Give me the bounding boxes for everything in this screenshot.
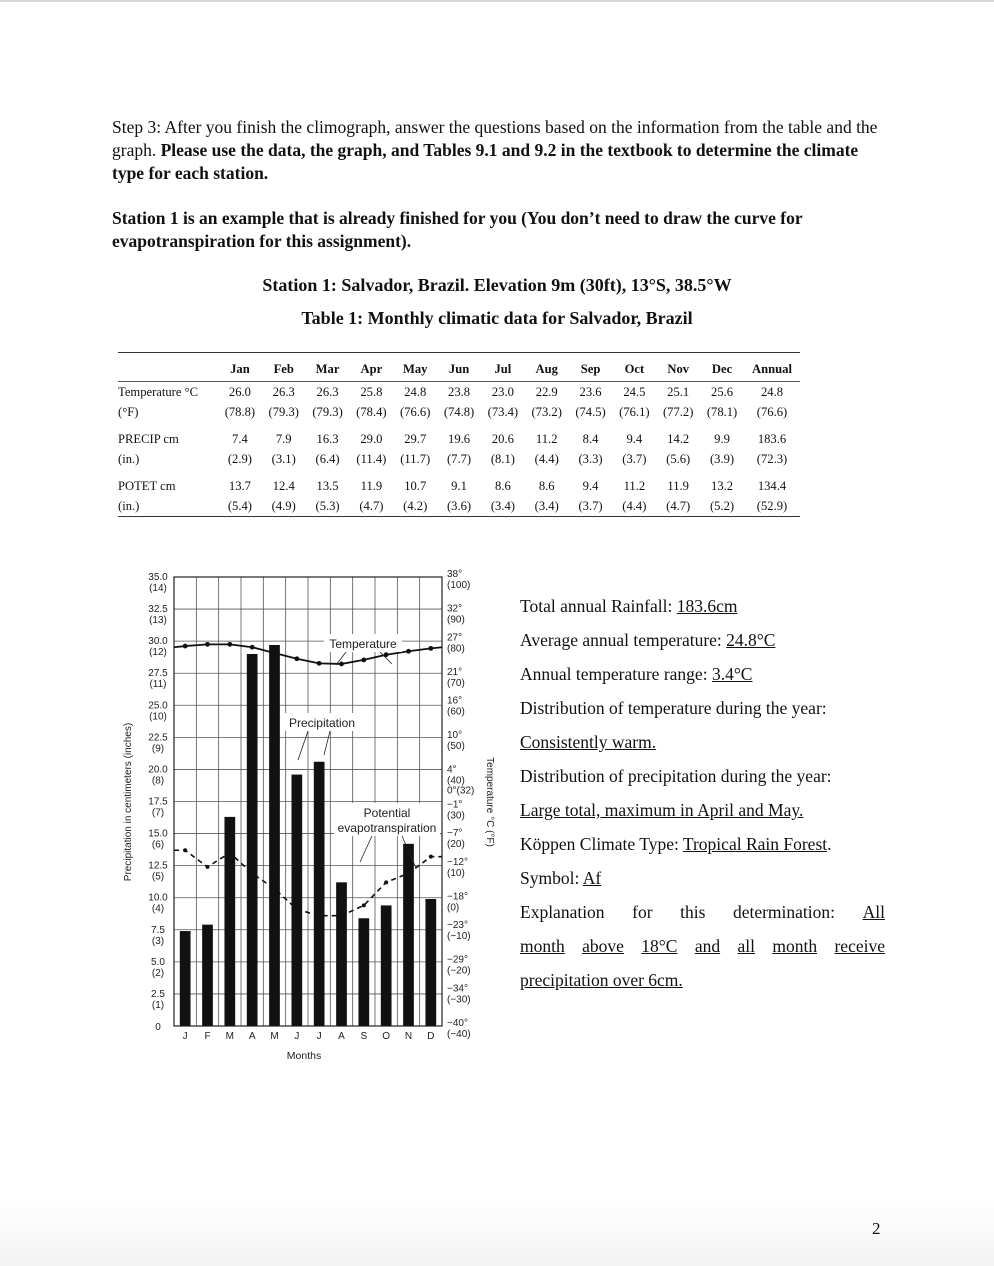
- table-cell: (3.6): [446, 498, 472, 513]
- precipitation-bar: [425, 899, 436, 1026]
- rainfall-value: 183.6cm: [676, 596, 738, 616]
- table-cell: (72.3): [756, 451, 788, 466]
- col-header: Apr: [349, 353, 393, 382]
- table-cell: 13.5: [316, 478, 339, 493]
- y2-tick-label-f: (−10): [447, 931, 471, 943]
- y2-tick-label-f: (80): [447, 643, 465, 655]
- y2-axis-title: Temperature °C (°F): [484, 757, 495, 847]
- table-cell: 25.1: [667, 384, 690, 399]
- col-header: Nov: [656, 353, 700, 382]
- y2-tick-label-f: (70): [447, 677, 465, 689]
- explanation-word: Explanation: [520, 902, 605, 922]
- y-tick-label-in: (11): [149, 679, 167, 691]
- temperature-point: [272, 651, 277, 656]
- table-cell: (6.4): [315, 451, 340, 466]
- table-cell: 12.4: [272, 478, 295, 493]
- precipitation-bar: [291, 775, 302, 1026]
- table-cell: (74.5): [575, 404, 606, 419]
- koppen-value: Tropical Rain Forest: [682, 834, 828, 854]
- table-cell: 24.5: [623, 384, 646, 399]
- precip-dist-value: Large total, maximum in April and May.: [520, 800, 804, 820]
- y-tick-label-cm: 17.5: [148, 796, 168, 808]
- precipitation-bar: [381, 905, 392, 1026]
- y-tick-label-cm: 10.0: [148, 892, 168, 904]
- y2-tick-label-c: 38°: [447, 569, 463, 580]
- symbol-answer: [520, 861, 885, 895]
- table-cell: 8.6: [495, 478, 511, 493]
- col-header: Annual: [744, 353, 800, 382]
- x-tick-label: M: [225, 1031, 235, 1042]
- y2-tick-label-f: (40): [447, 775, 465, 787]
- explanation-value-line-3: precipitation over 6cm.: [520, 970, 683, 990]
- explanation-word: determination:: [732, 902, 836, 922]
- temperature-point: [227, 642, 232, 647]
- explanation-value-word: and: [694, 936, 721, 956]
- range-label: Annual temperature range:: [520, 664, 708, 684]
- table-cell: 23.8: [448, 384, 471, 399]
- y-tick-label-cm: 15.0: [148, 828, 168, 840]
- step3-bold-text: Please use the data, the graph, and Tables 9.1 and 9.2 in the textbook to determine the climate type for each station.: [112, 140, 859, 183]
- table-cell: 11.2: [535, 431, 558, 446]
- table-cell: 13.7: [228, 478, 251, 493]
- evapotranspiration-point: [340, 914, 344, 918]
- precipitation-bar: [336, 882, 347, 1026]
- row-label: (in.): [118, 451, 140, 466]
- table-cell: (11.4): [356, 451, 387, 466]
- col-header: Jan: [218, 353, 262, 382]
- y2-tick-label-f: (50): [447, 741, 465, 753]
- y2-tick-label-f: (−20): [447, 965, 471, 977]
- precipitation-bar: [314, 762, 325, 1026]
- table-cell: (78.8): [224, 404, 256, 419]
- table-cell: (76.1): [619, 404, 650, 419]
- temperature-point: [428, 646, 433, 651]
- x-tick-label: O: [382, 1031, 391, 1042]
- table-cell: 14.2: [667, 431, 690, 446]
- evapotranspiration-point: [429, 855, 433, 859]
- table-cell: (5.6): [666, 451, 691, 466]
- y2-tick-label-c: 21°: [447, 666, 463, 678]
- col-header: Jul: [481, 353, 525, 382]
- precipitation-bar: [202, 925, 213, 1026]
- y-tick-label-in: (6): [151, 839, 165, 851]
- y2-tick-label-c: 27°: [447, 632, 463, 644]
- y-tick-label-cm: 35.0: [148, 572, 168, 583]
- table-cell: (73.2): [531, 404, 562, 419]
- temperature-annotation: Temperature: [329, 637, 397, 651]
- evapotranspiration-point: [407, 871, 411, 875]
- station-heading: Station 1: Salvador, Brazil. Elevation 9m (30ft), 13°S, 38.5°W: [262, 275, 732, 295]
- y2-tick-label-f: (10): [447, 867, 465, 879]
- row-label: (°F): [118, 404, 139, 419]
- table-cell: 25.6: [711, 384, 734, 399]
- table-cell: (76.6): [400, 404, 431, 419]
- table-cell: (5.4): [227, 498, 252, 513]
- y2-tick-label-c: −7°: [447, 828, 463, 840]
- page-number: 2: [872, 1219, 881, 1238]
- evapotranspiration-point: [228, 851, 232, 855]
- avg-temp-answer: [520, 623, 885, 657]
- explanation-value-word: 18°C: [641, 936, 678, 956]
- table-cell: (4.7): [359, 498, 384, 513]
- y-tick-label-in: (7): [151, 807, 165, 819]
- annotation-pointer: [360, 836, 372, 862]
- evapotranspiration-point: [362, 903, 366, 907]
- y-tick-label-cm: 2.5: [151, 988, 165, 1000]
- row-label: PRECIP cm: [118, 431, 179, 446]
- table-cell: (77.2): [662, 404, 694, 419]
- col-header: Dec: [700, 353, 744, 382]
- evapotranspiration-point: [250, 871, 254, 875]
- y-tick-label-cm: 12.5: [148, 860, 168, 872]
- precipitation-annotation: Precipitation: [288, 716, 356, 730]
- table-cell: (3.4): [534, 498, 559, 513]
- rainfall-label: Total annual Rainfall:: [520, 596, 673, 616]
- x-tick-label: F: [204, 1031, 211, 1042]
- table-cell: 7.9: [275, 431, 292, 446]
- row-label: (in.): [118, 498, 140, 513]
- y2-tick-label-c: 32°: [447, 603, 463, 615]
- y-tick-label-cm: 20.0: [148, 764, 168, 776]
- y-tick-label-in: (4): [151, 903, 165, 915]
- y2-tick-label-c: −29°: [447, 954, 468, 966]
- evapotranspiration-point: [317, 914, 321, 918]
- table-cell: 134.4: [757, 478, 787, 493]
- y2-tick-label-f: (90): [447, 614, 465, 626]
- table-cell: (4.2): [403, 498, 428, 513]
- table-cell: 10.7: [404, 478, 427, 493]
- table-cell: 20.6: [491, 431, 514, 446]
- table-cell: 26.3: [272, 384, 295, 399]
- explanation-line-1: [520, 895, 885, 929]
- avg-temp-label: Average annual temperature:: [520, 630, 722, 650]
- y-tick-label-cm: 30.0: [148, 636, 168, 648]
- pet-annotation: evapotranspiration: [337, 821, 437, 835]
- table-cell: (52.9): [756, 498, 788, 513]
- table-cell: (8.1): [490, 451, 515, 466]
- evapotranspiration-point: [384, 880, 388, 884]
- col-header: Jun: [437, 353, 481, 382]
- y-tick-label-in: (1): [151, 999, 165, 1011]
- y-axis-title: Precipitation in centimeters (inches): [123, 722, 134, 882]
- y2-tick-label-c: −23°: [447, 920, 468, 932]
- temperature-point: [406, 649, 411, 654]
- range-answer: [520, 657, 885, 691]
- col-header: May: [393, 353, 437, 382]
- table-cell: (2.9): [227, 451, 252, 466]
- koppen-answer: Köppen Climate Type: Tropical Rain Forest.: [520, 834, 832, 854]
- evapotranspiration-point: [295, 907, 299, 911]
- y-tick-label-in: (9): [151, 743, 165, 755]
- example-note: Station 1 is an example that is already finished for you (You don’t need to draw the curve for evapotranspiration for this assignment).: [112, 208, 803, 251]
- table-cell: 8.4: [582, 431, 599, 446]
- table-cell: 29.7: [404, 431, 427, 446]
- table-cell: 22.9: [535, 384, 558, 399]
- y-tick-label-in: (8): [151, 775, 165, 787]
- temp-dist-label: Distribution of temperature during the year:: [520, 698, 827, 718]
- table-cell: 26.0: [228, 384, 251, 399]
- table-cell: 23.0: [491, 384, 514, 399]
- y2-tick-label-c: −18°: [447, 891, 468, 903]
- explanation-word: for: [632, 902, 653, 922]
- table-cell: (79.3): [268, 404, 299, 419]
- col-header: Mar: [306, 353, 350, 382]
- table-cell: 7.4: [232, 431, 248, 446]
- y2-tick-label-f: (100): [447, 580, 471, 591]
- table-cell: (11.7): [400, 451, 431, 466]
- table-cell: 9.9: [714, 431, 730, 446]
- table-cell: (74.8): [443, 404, 475, 419]
- temperature-point: [339, 662, 344, 667]
- symbol-value: Af: [582, 868, 602, 888]
- table-cell: 26.3: [316, 384, 339, 399]
- y2-tick-label-f: (60): [447, 706, 465, 718]
- table-cell: 16.3: [316, 431, 339, 446]
- table-cell: 11.9: [667, 478, 689, 493]
- y2-tick-label-c: 0°(32): [447, 785, 475, 797]
- rainfall-answer: [520, 589, 885, 623]
- range-value: 3.4°C: [711, 664, 753, 684]
- temperature-point: [294, 656, 299, 661]
- temperature-point: [250, 645, 255, 650]
- x-tick-label: J: [294, 1031, 300, 1042]
- row-label: POTET cm: [118, 478, 176, 493]
- col-header: Feb: [262, 353, 306, 382]
- row-label: Temperature °C: [118, 384, 199, 399]
- table-cell: 11.2: [623, 478, 646, 493]
- step3-text: Step 3: After you finish the climograph, answer the questions based on the information from the table and the graph.: [112, 117, 878, 160]
- table-cell: (3.9): [709, 451, 735, 466]
- answers-block: [520, 589, 885, 997]
- y2-tick-label-f: (0): [447, 902, 460, 914]
- temperature-point: [183, 644, 188, 649]
- table-cell: (5.3): [315, 498, 340, 513]
- annotation-pointer: [324, 731, 330, 755]
- table-cell: (78.1): [706, 404, 738, 419]
- y-tick-label-in: (12): [149, 647, 167, 659]
- table-cell: 13.2: [711, 478, 734, 493]
- pet-annotation: Potential: [363, 806, 411, 820]
- precip-dist-label: Distribution of precipitation during the year:: [520, 766, 832, 786]
- table-cell: 23.6: [579, 384, 602, 399]
- temperature-point: [317, 661, 322, 666]
- table-cell: 9.4: [626, 431, 643, 446]
- table-cell: 29.0: [360, 431, 383, 446]
- y2-tick-label-c: −40°: [447, 1018, 468, 1029]
- explanation-value-word: receive: [834, 936, 885, 956]
- y2-tick-label-f: (20): [447, 839, 465, 851]
- table-cell: (79.3): [312, 404, 343, 419]
- explanation-value-word: All: [862, 902, 885, 922]
- table-cell: (78.4): [356, 404, 387, 419]
- explanation-value-word: month: [772, 936, 818, 956]
- table-cell: 25.8: [360, 384, 383, 399]
- y2-tick-label-c: 10°: [447, 730, 463, 742]
- temperature-point: [361, 657, 366, 662]
- x-tick-label: D: [427, 1031, 435, 1042]
- y2-tick-label-c: 4°: [447, 764, 457, 776]
- table-cell: 183.6: [757, 431, 787, 446]
- symbol-label: Symbol:: [520, 868, 580, 888]
- precipitation-bar: [358, 918, 369, 1026]
- x-tick-label: M: [270, 1031, 279, 1042]
- y-tick-label-cm: 25.0: [148, 700, 168, 712]
- table-cell: (3.4): [490, 498, 515, 513]
- y-tick-label-in: (2): [151, 967, 165, 979]
- page-footer-band: [0, 1200, 994, 1266]
- y-tick-label-in: (14): [149, 583, 167, 594]
- table-cell: 9.1: [451, 478, 467, 493]
- koppen-label: Köppen Climate Type:: [520, 834, 679, 854]
- table-cell: (76.6): [756, 404, 788, 419]
- x-tick-label: N: [404, 1031, 413, 1042]
- explanation-value-word: above: [582, 936, 624, 956]
- table-cell: (4.4): [534, 451, 559, 466]
- explanation-value-word: month: [520, 936, 565, 956]
- precipitation-bar: [180, 931, 191, 1026]
- table-cell: (3.7): [622, 451, 647, 466]
- table-cell: 9.4: [582, 478, 599, 493]
- y2-tick-label-c: −1°: [447, 799, 463, 811]
- evapotranspiration-point: [183, 848, 187, 852]
- evapotranspiration-point: [206, 865, 210, 869]
- col-header: Aug: [525, 353, 569, 382]
- x-tick-label: A: [248, 1031, 256, 1042]
- x-tick-label: J: [316, 1031, 322, 1042]
- table-cell: (5.2): [709, 498, 735, 513]
- y-tick-label-in: (5): [151, 871, 165, 883]
- table-cell: 11.9: [360, 478, 383, 493]
- table-cell: (4.7): [666, 498, 691, 513]
- avg-temp-value: 24.8°C: [726, 630, 776, 650]
- table-cell: (73.4): [487, 404, 519, 419]
- table-cell: (3.7): [578, 498, 603, 513]
- x-axis-title: Months: [286, 1050, 322, 1062]
- table-cell: (4.4): [622, 498, 647, 513]
- y2-tick-label-c: −12°: [447, 856, 468, 868]
- precipitation-bar: [269, 645, 280, 1026]
- y2-tick-label-f: (−30): [447, 994, 471, 1006]
- y2-tick-label-f: (−40): [447, 1029, 471, 1040]
- y2-tick-label-f: (30): [447, 810, 465, 822]
- annotation-pointer: [298, 731, 308, 760]
- y-tick-label-cm: 27.5: [148, 668, 168, 680]
- precipitation-bar: [224, 817, 235, 1026]
- y2-tick-label-c: 16°: [447, 695, 463, 707]
- temp-dist-value: Consistently warm.: [520, 732, 657, 752]
- y-tick-label-cm: 22.5: [148, 732, 168, 744]
- col-header: Sep: [569, 353, 613, 382]
- y2-tick-label-c: −34°: [447, 983, 468, 995]
- x-tick-label: A: [338, 1031, 345, 1042]
- table-cell: (3.3): [578, 451, 603, 466]
- y-tick-label-in: (10): [149, 711, 167, 723]
- table-cell: 8.6: [538, 478, 555, 493]
- table-title: Table 1: Monthly climatic data for Salvador, Brazil: [301, 308, 693, 328]
- y-tick-label-in: (13): [149, 615, 167, 627]
- y-tick-label-cm: 32.5: [148, 604, 168, 616]
- temperature-point: [205, 642, 210, 647]
- y-tick-label-cm: 7.5: [151, 924, 165, 936]
- explanation-line-2: [520, 929, 885, 963]
- x-tick-label: S: [360, 1031, 368, 1042]
- col-header: Oct: [612, 353, 656, 382]
- precipitation-bar: [247, 654, 258, 1026]
- y-tick-label-cm: 5.0: [151, 956, 165, 968]
- table-cell: (4.9): [271, 498, 296, 513]
- table-cell: (3.1): [271, 451, 296, 466]
- y-tick-label-in: (3): [151, 935, 165, 947]
- explanation-value-word: all: [737, 936, 755, 956]
- table-cell: 24.8: [760, 384, 784, 399]
- explanation-word: this: [680, 902, 706, 922]
- table-cell: 24.8: [404, 384, 427, 399]
- y-tick-label-cm: 0: [155, 1022, 161, 1033]
- table-cell: (7.7): [446, 451, 472, 466]
- table-cell: 19.6: [448, 431, 471, 446]
- x-tick-label: J: [182, 1031, 188, 1042]
- evapotranspiration-point: [273, 887, 277, 891]
